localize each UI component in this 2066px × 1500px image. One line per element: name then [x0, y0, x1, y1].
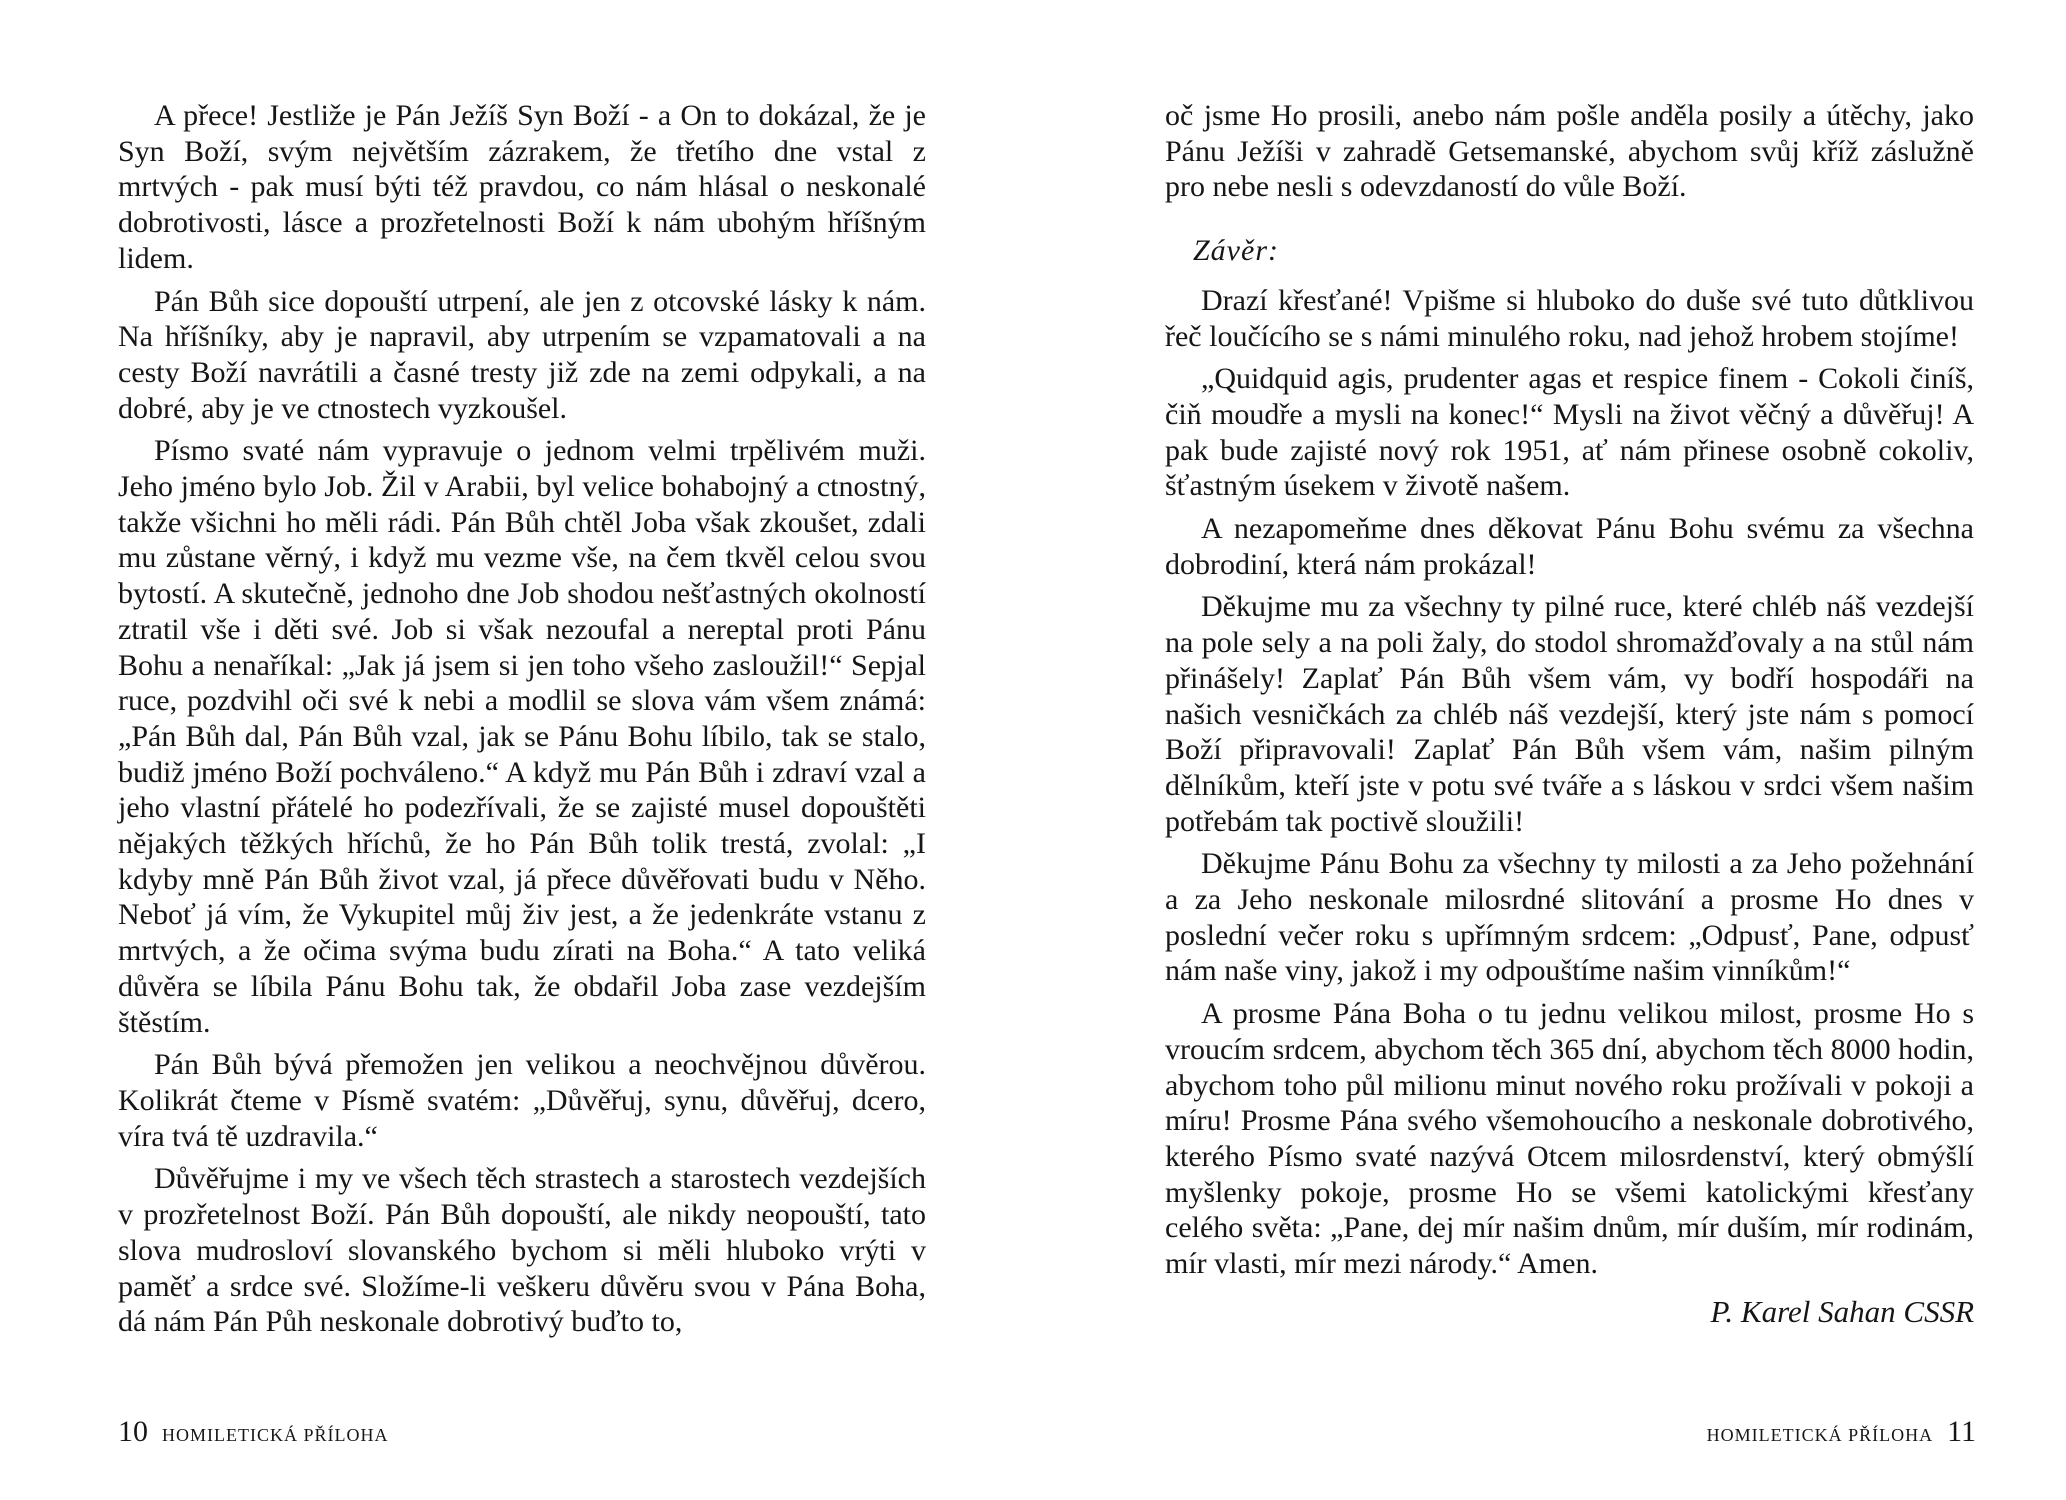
running-footer: HOMILETICKÁ PŘÍLOHA [162, 1425, 389, 1445]
paragraph: Děkujme mu za všechny ty pilné ruce, které chléb náš vezdejší na pole sely a na poli žaly, do stodol shromažďovaly a na stůl nám přinášely! Zaplať Pán Bůh všem vám, vy bodří hospodáři na našich vesničkách za chléb náš vezdejší, který jste nám s pomocí Boží připravovali! Zaplať Pán Bůh všem vám, našim pilným dělníkům, kteří jste v potu své tváře a s láskou v srdci všem našim potřebám tak poctivě sloužili! [1165, 590, 1974, 838]
right-page-footer [1707, 1415, 1976, 1449]
paragraph: Pán Bůh bývá přemožen jen velikou a neochvějnou důvěrou. Kolikrát čteme v Písmě svatém: „Důvěřuj, synu, důvěřuj, dcero, víra tvá tě uzdravila.“ [118, 1048, 926, 1153]
paragraph: Důvěřujme i my ve všech těch strastech a starostech vezdejších v prozřetelnost Boží. Pán Bůh dopouští, ale nikdy neopouští, tato slova mudrosloví slovanského bychom si měli hluboko vrýti v paměť a srdce své. Složíme-li veškeru důvěru svou v Pána Boha, dá nám Pán Půh neskonale dobrotivý buďto to, [118, 1162, 926, 1339]
closing-heading: Závěr: [1193, 234, 1279, 268]
paragraph: Drazí křesťané! Vpišme si hluboko do duše své tuto důtklivou řeč loučícího se s námi minulého roku, nad jehož hrobem stojíme! [1165, 283, 1974, 353]
running-footer: HOMILETICKÁ PŘÍLOHA [1706, 1425, 1934, 1445]
page-number: 11 [1947, 1415, 1976, 1448]
paragraph: „Quidquid agis, prudenter agas et respice finem - Cokoli činíš, čiň moudře a mysli na konec!“ Mysli na život věčný a důvěřuj! A pak bude zajisté nový rok 1951, ať nám přinese osobně cokoliv, šťastným úsekem v životě našem. [1165, 362, 1974, 503]
author-signature: P. Karel Sahan CSSR [1710, 1293, 1974, 1329]
paragraph: Písmo svaté nám vypravuje o jednom velmi trpělivém muži. Jeho jméno bylo Job. Žil v Arabii, byl velice bohabojný a ctnostný, takže všichni ho měli rádi. Pán Bůh chtěl Joba však zkoušet, zdali mu zůstane věrný, i když mu vezme vše, na čem tkvěl celou svou bytostí. A skutečně, jednoho dne Job shodou nešťastných okolností ztratil vše i děti své. Job si však nezoufal a nereptal proti Pánu Bohu a nenaříkal: „Jak já jsem si jen toho všeho zasloužil!“ Sepjal ruce, pozdvihl oči své k nebi a modlil se slova vám všem známá: „Pán Bůh dal, Pán Bůh vzal, jak se Pánu Bohu líbilo, tak se stalo, budiž jméno Boží pochváleno.“ A když mu Pán Bůh i zdraví vzal a jeho vlastní přátelé ho podezřívali, že se zajisté musel dopouštěti nějakých těžkých hříchů, že ho Pán Bůh tolik trestá, zvolal: „I kdyby mně Pán Bůh život vzal, já přece důvěřovati budu v Něho. Neboť já vím, že Vykupitel můj živ jest, a že jedenkráte vstanu z mrtvých, a že očima svýma budu zírati na Boha.“ A tato veliká důvěra se líbila Pánu Bohu tak, že obdařil Joba zase vezdejším štěstím. [118, 434, 926, 1039]
page-number: 10 [118, 1415, 148, 1448]
right-page-text [1165, 98, 1974, 1330]
right-page [1033, 0, 2066, 1500]
paragraph: Děkujme Pánu Bohu za všechny ty milosti a za Jeho požehnání a za Jeho neskonale milosrdné slitování a prosme Ho dnes v poslední večer roku s upřímným srdcem: „Odpusť, Pane, odpusť nám naše viny, jakož i my odpouštíme našim vinníkům!“ [1165, 847, 1974, 988]
paragraph: A prosme Pána Boha o tu jednu velikou milost, prosme Ho s vroucím srdcem, abychom těch 365 dní, abychom těch 8000 hodin, abychom toho půl milionu minut nového roku prožívali v pokoji a míru! Prosme Pána svého všemohoucího a neskonale dobrotivého, kterého Písmo svaté nazývá Otcem milosrdenství, který obmýšlí myšlenky pokoje, prosme Ho se všemi katolickými křesťany celého světa: „Pane, dej mír našim dnům, mír duším, mír rodinám, mír vlasti, mír mezi národy.“ Amen. [1165, 997, 1974, 1281]
paragraph: Pán Bůh sice dopouští utrpení, ale jen z otcovské lásky k nám. Na hříšníky, aby je napravil, aby utrpením se vzpamatovali a na cesty Boží navrátili a časné tresty již zde na zemi odpykali, a na dobré, aby je ve ctnostech vyzkoušel. [118, 284, 926, 425]
continued-paragraph: oč jsme Ho prosili, anebo nám pošle anděla posily a útěchy, jako Pánu Ježíši v zahradě Getsemanské, abychom svůj kříž záslužně pro nebe nesli s odevzdaností do vůle Boží. [1165, 99, 1974, 204]
left-page-text [118, 98, 926, 1340]
left-page-footer [118, 1415, 388, 1449]
paragraph: A nezapomeňme dnes děkovat Pánu Bohu svému za všechna dobrodiní, která nám prokázal! [1165, 512, 1974, 581]
paragraph: A přece! Jestliže je Pán Ježíš Syn Boží - a On to dokázal, že je Syn Boží, svým největším zázrakem, že třetího dne vstal z mrtvých - pak musí býti též pravdou, co nám hlásal o neskonalé dobrotivosti, lásce a prozřetelnosti Boží k nám ubohým hříšným lidem. [118, 99, 926, 275]
